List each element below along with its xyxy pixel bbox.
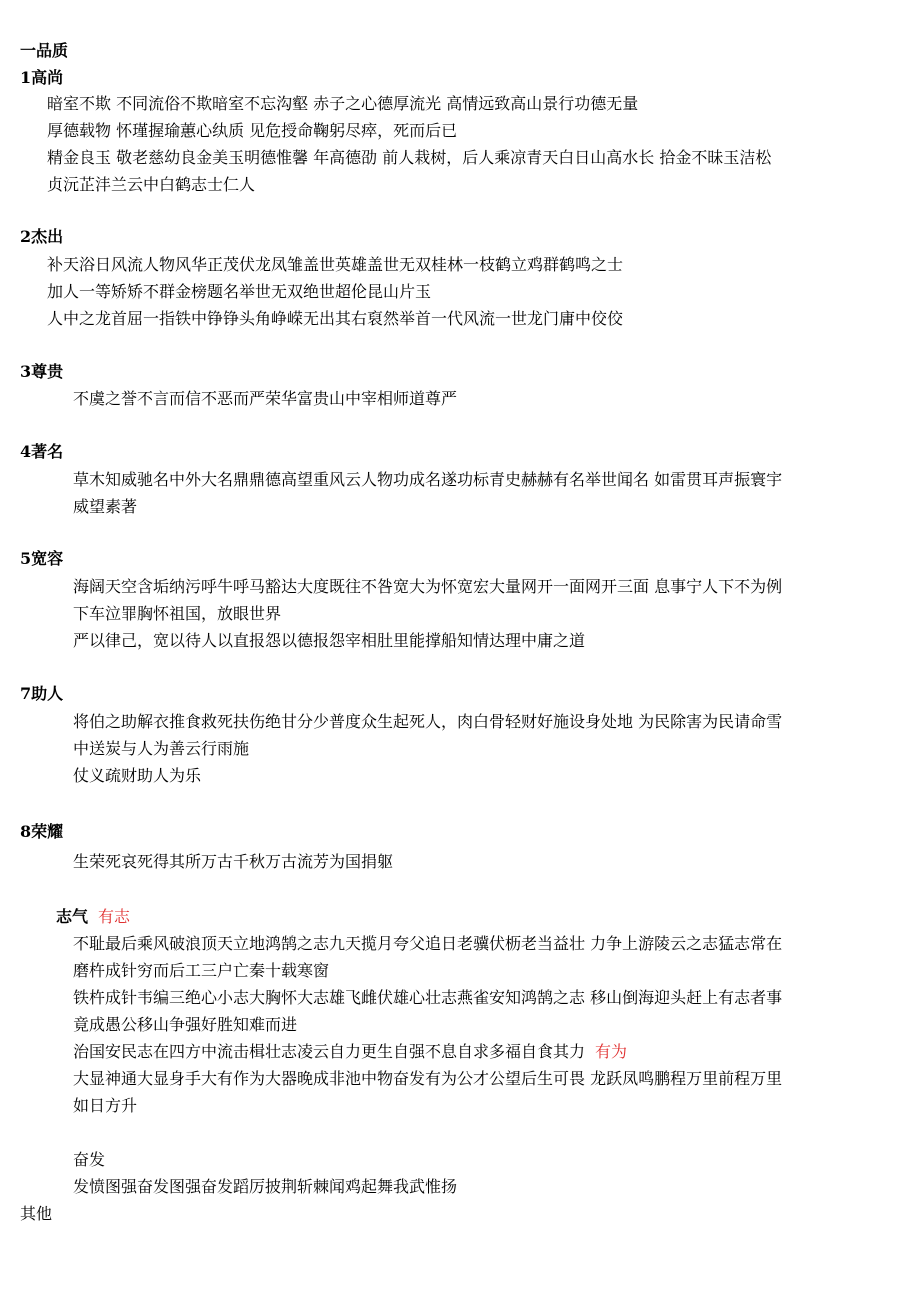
section-2-line-1: 补天浴日风流人物风华正茂伏龙凤雏盖世英雄盖世无双桂林一枝鹤立鸡群鹤鸣之士 xyxy=(47,255,624,274)
section-1-line-2: 厚德载物 怀瑾握瑜蕙心纨质 见危授命鞠躬尽瘁，死而后已 xyxy=(47,121,458,140)
zhiqi-line-1: 不耻最后乘风破浪顶天立地鸿鹄之志九天揽月夸父追日老骥伏枥老当益壮 力争上游陵云之志猛志常在 xyxy=(73,934,783,953)
section-4-line-2: 威望素著 xyxy=(73,497,138,516)
section-heading-1: 1高尚 xyxy=(20,68,64,87)
section-heading-5: 5宽容 xyxy=(20,549,64,568)
section-7-line-3: 仗义疏财助人为乐 xyxy=(73,766,202,785)
section-3-line-1: 不虞之誉不言而信不恶而严荣华富贵山中宰相师道尊严 xyxy=(73,389,458,408)
zhiqi-heading-row xyxy=(56,907,130,927)
zhiqi-line-4: 竟成愚公移山争强好胜知难而进 xyxy=(73,1015,298,1034)
section-2-line-3: 人中之龙首屈一指铁中铮铮头角峥嵘无出其右裒然举首一代风流一世龙门庸中佼佼 xyxy=(47,309,624,328)
document-title: 一品质 xyxy=(20,41,69,60)
zhiqi-line-7: 如日方升 xyxy=(73,1096,138,1115)
zhiqi-line-5-row xyxy=(73,1042,627,1062)
section-5-line-1: 海阔天空含垢纳污呼牛呼马豁达大度既往不咎宽大为怀宽宏大量网开一面网开三面 息事宁人下不为例 xyxy=(73,577,783,596)
section-heading-3: 3尊贵 xyxy=(20,362,64,381)
fenfa-line-1: 发愤图强奋发图强奋发蹈厉披荆斩棘闻鸡起舞我武惟扬 xyxy=(73,1177,458,1196)
zhiqi-line-3: 铁杵成针韦编三绝心小志大胸怀大志雄飞雌伏雄心壮志燕雀安知鸿鹄之志 移山倒海迎头赶上有志者事 xyxy=(73,988,783,1007)
section-heading-7: 7助人 xyxy=(20,684,64,703)
zhiqi-heading: 志气 xyxy=(56,907,89,926)
section-1-line-1: 暗室不欺 不同流俗不欺暗室不忘沟壑 赤子之心德厚流光 高情远致高山景行功德无量 xyxy=(47,94,639,113)
section-heading-4: 4著名 xyxy=(20,442,64,461)
section-heading-2: 2杰出 xyxy=(20,227,64,246)
section-heading-8: 8荣耀 xyxy=(20,822,64,841)
zhiqi-line-5: 治国安民志在四方中流击楫壮志凌云自力更生自强不息自求多福自食其力 xyxy=(73,1042,586,1061)
section-7-line-1: 将伯之助解衣推食救死扶伤绝甘分少普度众生起死人，肉白骨轻财好施设身处地 为民除害为民请命雪 xyxy=(73,712,783,731)
section-1-line-4: 贞沅芷沣兰云中白鹤志士仁人 xyxy=(47,175,256,194)
zhiqi-tag: 有志 xyxy=(98,907,131,926)
section-2-line-2: 加人一等矫矫不群金榜题名举世无双绝世超伦昆山片玉 xyxy=(47,282,432,301)
section-7-line-2: 中送炭与人为善云行雨施 xyxy=(73,739,250,758)
zhiqi-line-6: 大显神通大显身手大有作为大器晚成非池中物奋发有为公才公望后生可畏 龙跃凤鸣鹏程万里前程万里 xyxy=(73,1069,783,1088)
section-8-line-1: 生荣死哀死得其所万古千秋万古流芳为国捐躯 xyxy=(73,852,394,871)
section-5-line-2: 下车泣罪胸怀祖国，放眼世界 xyxy=(73,604,282,623)
footer-other: 其他 xyxy=(20,1204,53,1223)
fenfa-heading: 奋发 xyxy=(73,1150,106,1169)
zhiqi-line-5-tag: 有为 xyxy=(595,1042,628,1061)
section-4-line-1: 草木知威驰名中外大名鼎鼎德高望重风云人物功成名遂功标青史赫赫有名举世闻名 如雷贯耳声振寰宇 xyxy=(73,470,783,489)
zhiqi-line-2: 磨杵成针穷而后工三户亡秦十载寒窗 xyxy=(73,961,330,980)
section-1-line-3: 精金良玉 敬老慈幼良金美玉明德惟馨 年高德劭 前人栽树，后人乘凉青天白日山高水长 拾金不昧玉洁松 xyxy=(47,148,772,167)
section-5-line-3: 严以律己，宽以待人以直报怨以德报怨宰相肚里能撑船知情达理中庸之道 xyxy=(73,631,586,650)
